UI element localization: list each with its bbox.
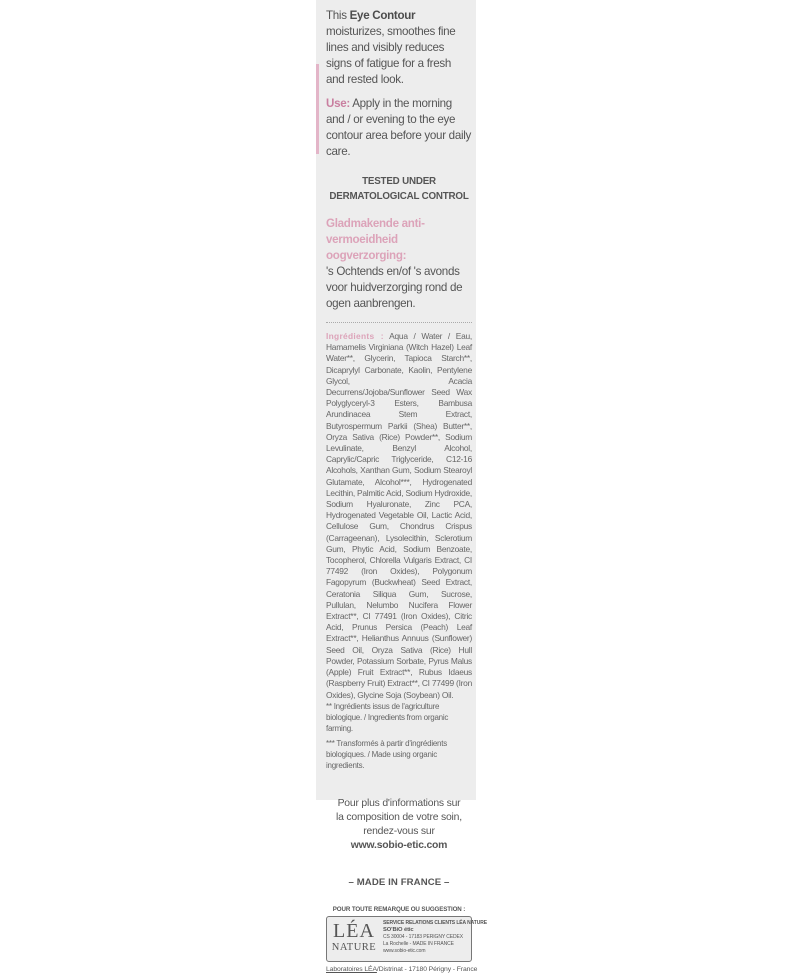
use-label: Use: <box>326 97 350 110</box>
dutch-instructions: 's Ochtends en/of 's avonds voor huidverzorging rond de ogen aanbrengen. <box>326 265 463 310</box>
tested-statement: TESTED UNDER DERMATOLOGICAL CONTROL <box>329 176 469 202</box>
lea-nature-logo: LÉA NATURE <box>331 919 377 953</box>
website-link[interactable]: www.sobio-etic.com <box>350 839 448 851</box>
made-in-france: – MADE IN FRANCE – <box>348 876 450 888</box>
address-line-1: CS 30004 - 17183 PERIGNY CEDEX <box>383 933 464 940</box>
distributor-line: Laboratoires LÉA/Distrinat - 17180 Périgny - France <box>326 965 478 973</box>
remark-heading: POUR TOUTE REMARQUE OU SUGGESTION : <box>332 905 466 913</box>
product-name: Eye Contour <box>349 9 416 22</box>
service-line: SERVICE RELATIONS CLIENTS LÉA NATURE <box>383 919 488 926</box>
pink-accent-stripe <box>316 64 319 154</box>
ingredients-list: Ingrédients : Aqua / Water / Eau, Hamamelis Virginiana (Witch Hazel) Leaf Water**, Glycerin, Tapioca Starch**, Dicaprylyl Carbonate, Kaolin, Pentylene Glycol, Acacia Decurrens/Jojoba/Sunflower Seed Wax Polyglyceryl-3 Esters, Bambusa Arundinacea Stem Extract, Butyrospermum Parkii (Shea) Butter**, Oryza Sativa (Rice) Powder**, Sodium Levulinate, Benzyl Alcohol, Caprylic/Capric Triglyceride, C12-16 Alcohols, Xanthan Gum, Sodium Stearoyl Glutamate, Alcohol***, Hydrogenated Lecithin, Palmitic Acid, Sodium Hydroxide, Sodium Hyaluronate, Zinc PCA, Hydrogenated Vegetable Oil, Lactic Acid, Cellulose Gum, Chondrus Crispus (Carrageenan), Lysolecithin, Sclerotium Gum, Phytic Acid, Sodium Benzoate, Tocopherol, Chlorella Vulgaris Extract, CI 77492 (Iron Oxides), Polygonum Fagopyrum (Buckwheat) Seed Extract, Ceratonia Siliqua Gum, Sucrose, Pullulan, Nelumbo Nucifera Flower Extract**, CI 77491 (Iron Oxides), Citric Acid, Prunus Persica (Peach) Leaf Extract**, Helianthus Annuus (Sunflower) Seed Oil, Oryza Sativa (Rice) Hull Powder, Potassium Sorbate, Pyrus Malus (Apple) Fruit Extract**, Rubus Idaeus (Raspberry Fruit) Extract**, CI 77499 (Iron Oxides), Glycine Soja (Soybean) Oil. <box>326 331 472 700</box>
dotted-divider <box>326 322 472 323</box>
organic-note: ** Ingrédients issus de l'agriculture biologique. / Ingredients from organic farming. <box>326 701 449 733</box>
product-description: This Eye Contour moisturizes, smoothes fine lines and visibly reduces signs of fatigue for a fresh and rested look. <box>326 9 456 86</box>
contact-website[interactable]: www.sobio-etic.com <box>383 947 426 954</box>
address-line-2: La Rochelle - MADE IN FRANCE <box>383 940 454 947</box>
usage-instructions: Use: Apply in the morning and / or evening to the eye contour area before your daily care. <box>326 97 472 158</box>
contact-details <box>383 919 488 955</box>
more-info: Pour plus d'informations sur la composition de votre soin, rendez-vous sur www.sobio-etic.com <box>336 797 462 851</box>
ingredients-label: Ingrédients : <box>326 331 384 341</box>
transformed-note: *** Transformés à partir d'ingrédients biologiques. / Made using organic ingredients. <box>326 738 447 770</box>
brand-line: SO'BiO étic <box>383 926 414 933</box>
customer-service-box <box>326 916 488 962</box>
dutch-title: Gladmakende anti-vermoeidheid oogverzorging: <box>326 217 425 262</box>
label-content <box>326 8 488 973</box>
